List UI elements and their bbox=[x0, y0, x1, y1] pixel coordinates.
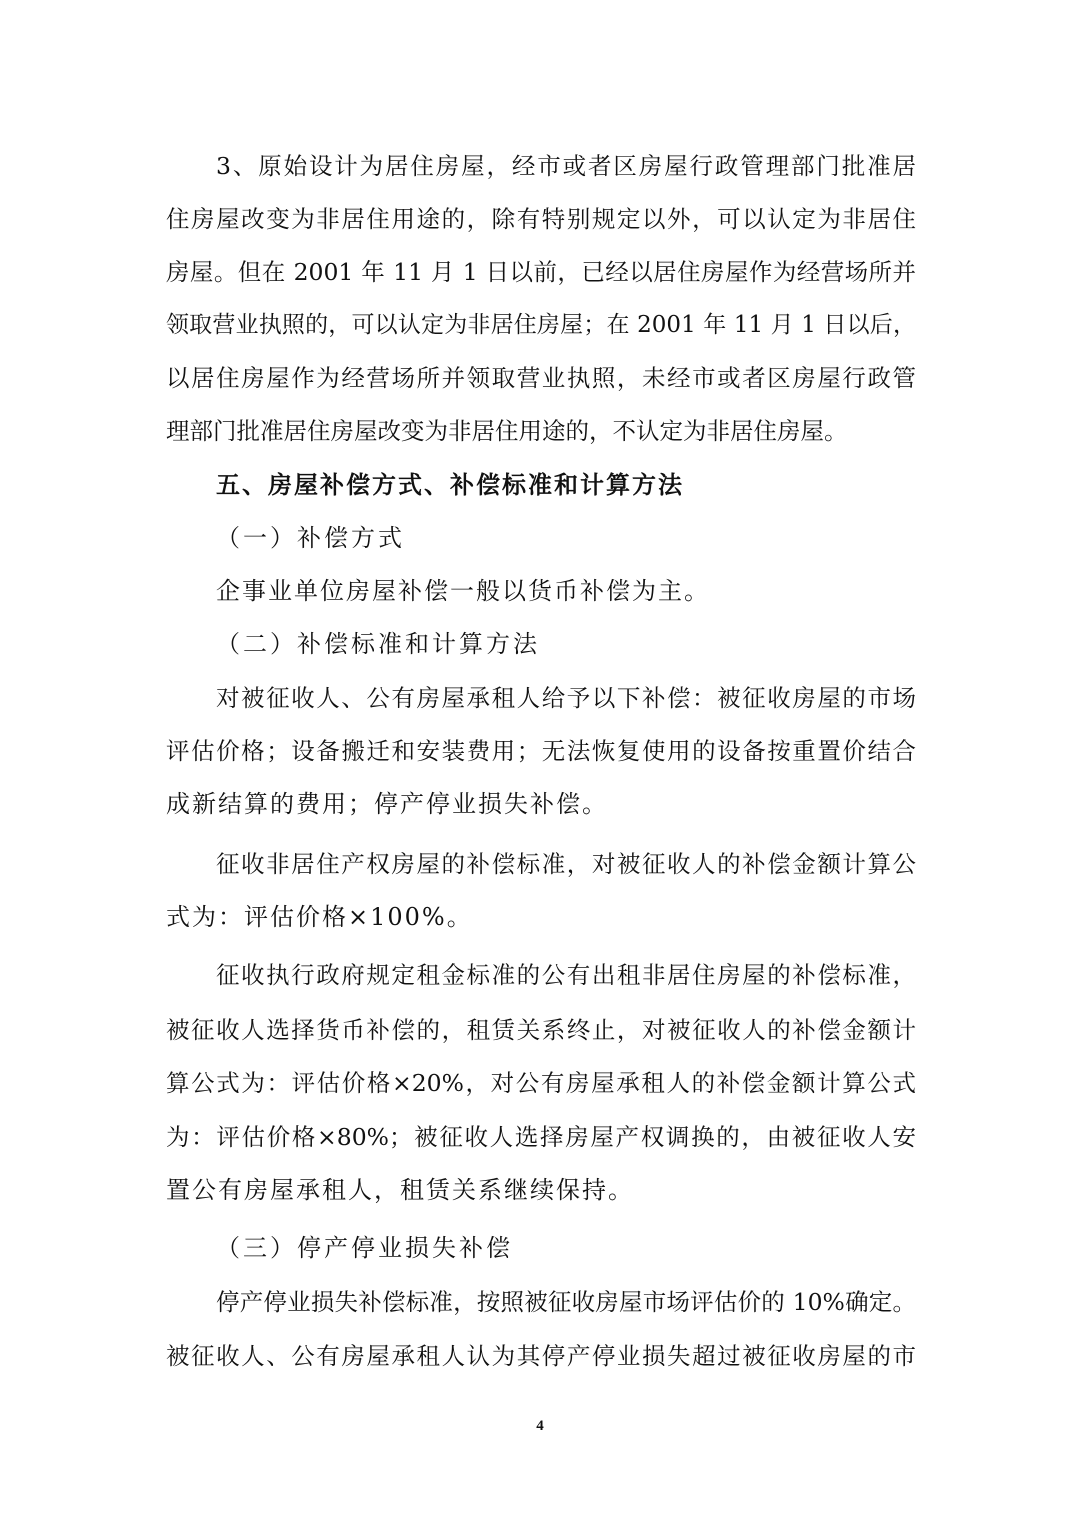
paragraph-line: 为：评估价格×80%；被征收人选择房屋产权调换的，由被征收人安 bbox=[166, 1123, 916, 1151]
paragraph-line: 停产停业损失补偿标准，按照被征收房屋市场评估价的 10%确定。 bbox=[216, 1288, 916, 1316]
paragraph-line: 理部门批准居住房屋改变为非居住用途的，不认定为非居住房屋。 bbox=[166, 417, 848, 445]
paragraph-line: 征收执行政府规定租金标准的公有出租非居住房屋的补偿标准， bbox=[216, 961, 916, 989]
paragraph-line: 式为：评估价格×100%。 bbox=[166, 903, 473, 931]
subsection-heading: （一）补偿方式 bbox=[216, 524, 405, 552]
paragraph-line: 3、原始设计为居住房屋，经市或者区房屋行政管理部门批准居 bbox=[216, 152, 916, 180]
paragraph-line: 评估价格；设备搬迁和安装费用；无法恢复使用的设备按重置价结合 bbox=[166, 737, 916, 765]
paragraph-line: 对被征收人、公有房屋承租人给予以下补偿：被征收房屋的市场 bbox=[216, 684, 916, 712]
paragraph-line: 算公式为：评估价格×20%，对公有房屋承租人的补偿金额计算公式 bbox=[166, 1069, 916, 1097]
paragraph-line: 置公有房屋承租人，租赁关系继续保持。 bbox=[166, 1176, 634, 1204]
paragraph-line: 成新结算的费用；停产停业损失补偿。 bbox=[166, 790, 608, 818]
paragraph-line: 住房屋改变为非居住用途的，除有特别规定以外，可以认定为非居住 bbox=[166, 205, 916, 233]
paragraph-line: 被征收人选择货币补偿的，租赁关系终止，对被征收人的补偿金额计 bbox=[166, 1016, 916, 1044]
paragraph-line: 征收非居住产权房屋的补偿标准，对被征收人的补偿金额计算公 bbox=[216, 850, 916, 878]
paragraph-line: 领取营业执照的，可以认定为非居住房屋；在 2001 年 11 月 1 日以后， bbox=[166, 312, 916, 338]
subsection-heading: （三）停产停业损失补偿 bbox=[216, 1234, 513, 1262]
page-number: 4 bbox=[536, 1418, 544, 1434]
paragraph-line: 企事业单位房屋补偿一般以货币补偿为主。 bbox=[216, 577, 710, 605]
paragraph-line: 被征收人、公有房屋承租人认为其停产停业损失超过被征收房屋的市 bbox=[166, 1342, 916, 1370]
paragraph-line: 房屋。但在 2001 年 11 月 1 日以前，已经以居住房屋作为经营场所并 bbox=[166, 258, 916, 286]
section-heading: 五、房屋补偿方式、补偿标准和计算方法 bbox=[216, 471, 684, 499]
subsection-heading: （二）补偿标准和计算方法 bbox=[216, 630, 540, 658]
paragraph-line: 以居住房屋作为经营场所并领取营业执照，未经市或者区房屋行政管 bbox=[166, 364, 916, 392]
